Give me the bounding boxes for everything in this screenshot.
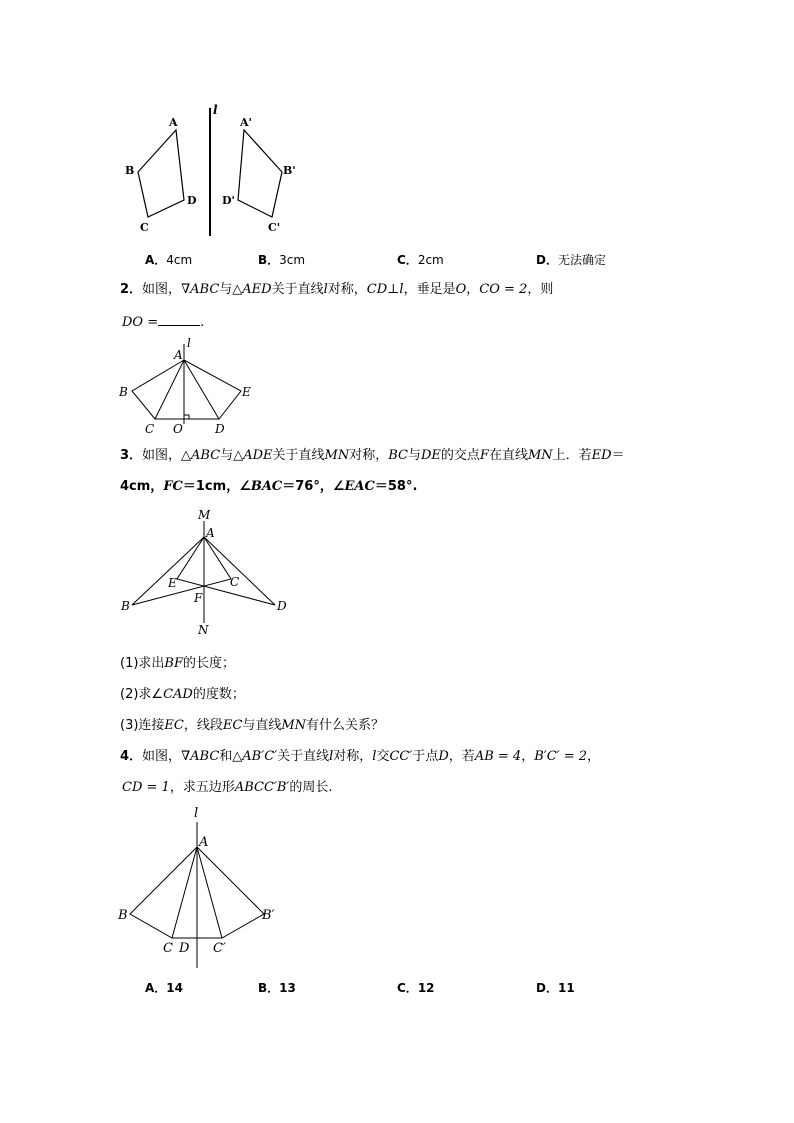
label-c: C <box>145 422 155 436</box>
label-o: O <box>173 422 183 436</box>
q1-option-a[interactable]: A．4cm <box>145 253 193 267</box>
label-line-l: l <box>213 103 218 117</box>
figure-1 <box>118 100 308 240</box>
q3-part-1: (1)求出BF的长度； <box>120 656 236 671</box>
figure-4 <box>110 800 290 972</box>
label-n: N <box>198 623 209 637</box>
q1-option-d[interactable]: D．无法确定 <box>536 253 606 267</box>
q4-option-a[interactable]: A．14 <box>145 981 183 995</box>
q4-option-c[interactable]: C．12 <box>397 981 435 995</box>
q3-line-2: 4cm，FC＝1cm，∠BAC＝76°，∠EAC＝58°. <box>120 479 418 494</box>
label-c-prime: C′ <box>213 941 226 956</box>
quadrilateral-abcd <box>138 130 184 217</box>
segment-ac-prime <box>197 847 222 938</box>
triangle-abc <box>132 537 231 605</box>
label-d: D <box>215 422 225 436</box>
label-a: A <box>206 526 215 540</box>
right-angle-mark <box>184 415 189 419</box>
pentagon-outline <box>132 360 241 419</box>
label-a: A <box>174 348 183 362</box>
q4-line-1: 4．如图，∇ABC和△AB′C′关于直线l对称，l交CC′于点D，若AB = 4，B′C′ = 2， <box>120 749 601 764</box>
label-c: C <box>230 575 240 589</box>
segment-ad <box>184 360 219 419</box>
label-a: A <box>169 116 178 129</box>
label-a: A <box>199 835 209 850</box>
label-a-prime: A' <box>240 116 252 129</box>
q4-line-2: CD = 1，求五边形ABCC′B′的周长. <box>122 780 333 795</box>
q2-line-1: 2．如图，∇ABC与△AED关于直线l对称，CD⊥l，垂足是O，CO = 2，则 <box>120 282 554 297</box>
label-l: l <box>194 806 199 821</box>
q3-line-1: 3．如图，△ABC与△ADE关于直线MN对称，BC与DE的交点F在直线MN上．若ED＝ <box>120 448 625 463</box>
label-b: B <box>121 599 130 613</box>
label-d-prime: D' <box>222 194 235 207</box>
label-c: C <box>140 221 149 234</box>
q1-option-b[interactable]: B．3cm <box>258 253 306 267</box>
q1-option-c[interactable]: C．2cm <box>397 253 444 267</box>
q4-option-d[interactable]: D．11 <box>536 981 575 995</box>
label-e: E <box>242 385 251 399</box>
label-c-prime: C' <box>268 221 281 234</box>
label-b: B <box>119 385 128 399</box>
label-d: D <box>179 941 190 956</box>
label-b: B <box>118 908 128 923</box>
figure-2 <box>115 336 265 438</box>
label-b-prime: B' <box>283 164 296 177</box>
label-f: F <box>194 591 203 605</box>
q4-option-b[interactable]: B．13 <box>258 981 296 995</box>
label-b-prime: B′ <box>262 908 275 923</box>
q3-part-2: (2)求∠CAD的度数； <box>120 687 245 702</box>
label-d: D <box>187 194 197 207</box>
label-c: C <box>163 941 173 956</box>
label-b: B <box>125 164 135 177</box>
figure-3 <box>115 505 300 640</box>
q3-part-3: (3)连接EC，线段EC与直线MN有什么关系？ <box>120 718 385 733</box>
label-e: E <box>168 576 177 590</box>
quadrilateral-a1b1c1d1 <box>238 130 282 217</box>
label-l: l <box>187 336 191 350</box>
label-m: M <box>198 508 211 522</box>
label-d: D <box>277 599 287 613</box>
segment-ac <box>172 847 197 938</box>
answer-blank[interactable] <box>158 313 200 326</box>
q2-line-2: DO = . <box>122 315 205 330</box>
